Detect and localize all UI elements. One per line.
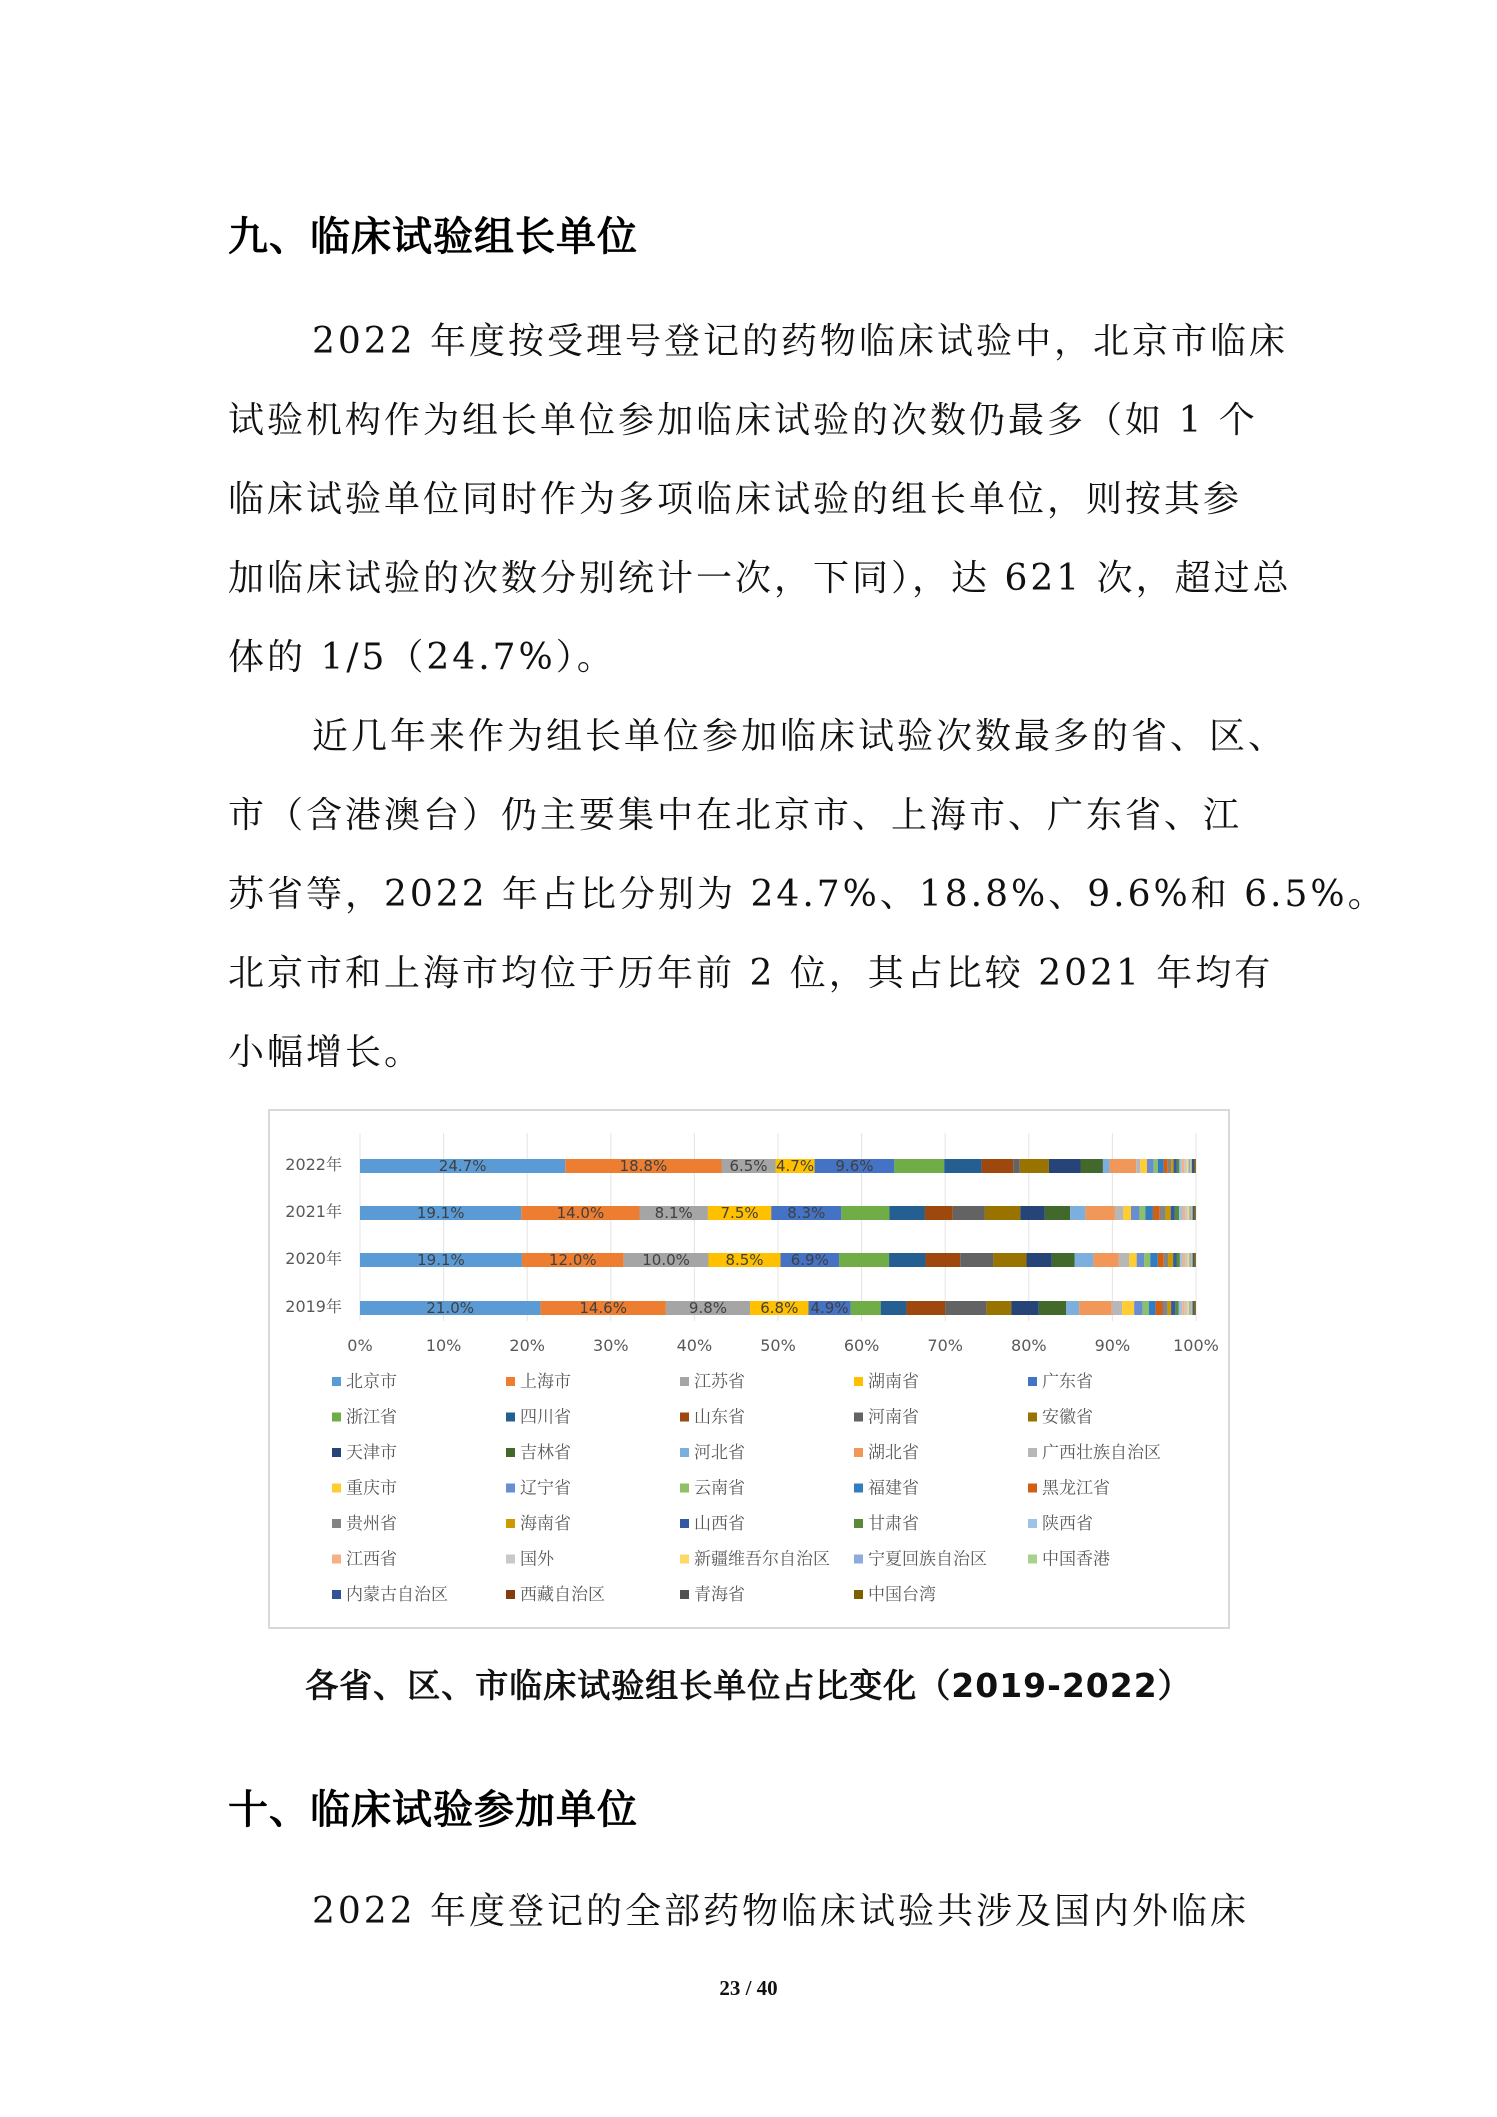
legend-label: 广西壮族自治区 — [1042, 1443, 1161, 1463]
paragraph-line: 试验机构作为组长单位参加临床试验的次数仍最多（如 1 个 — [228, 400, 1258, 441]
legend-swatch — [506, 1555, 515, 1564]
bar-segment — [1194, 1253, 1195, 1267]
legend-swatch — [1028, 1413, 1037, 1422]
paragraph-line: 苏省等，2022 年占比分别为 24.7%、18.8%、9.6%和 6.5%。 — [228, 874, 1387, 915]
bar-segment — [1188, 1206, 1190, 1220]
legend-swatch — [332, 1448, 341, 1457]
data-label: 10.0% — [642, 1251, 690, 1269]
legend-swatch — [680, 1413, 689, 1422]
legend-label: 黑龙江省 — [1042, 1478, 1110, 1499]
bar-segment — [1049, 1159, 1081, 1173]
legend-swatch — [1028, 1448, 1037, 1457]
legend-label: 天津市 — [346, 1443, 397, 1463]
bar-segment — [1134, 1301, 1143, 1315]
legend-label: 内蒙古自治区 — [346, 1585, 448, 1605]
paragraph-1 — [228, 302, 1292, 697]
bar-segment — [1143, 1301, 1149, 1315]
bar-segment — [1139, 1206, 1145, 1220]
legend-swatch — [854, 1484, 863, 1493]
bar-segment — [1193, 1253, 1194, 1267]
legend-swatch — [332, 1484, 341, 1493]
x-tick-label: 10% — [425, 1336, 462, 1355]
bar-segment — [1150, 1253, 1158, 1267]
legend-label: 吉林省 — [520, 1443, 571, 1463]
y-category-label: 2022年 — [285, 1155, 342, 1174]
x-tick-label: 80% — [1011, 1336, 1047, 1355]
bar-segment — [1145, 1206, 1153, 1220]
y-category-label: 2019年 — [285, 1297, 342, 1316]
legend-swatch — [506, 1448, 515, 1457]
bar-segment — [1179, 1159, 1181, 1173]
bar-segment — [1193, 1301, 1194, 1315]
bar-segment — [1171, 1206, 1175, 1220]
legend-label: 湖北省 — [868, 1443, 919, 1463]
legend-swatch — [506, 1413, 515, 1422]
data-label: 9.6% — [835, 1157, 874, 1175]
legend-label: 辽宁省 — [520, 1478, 571, 1499]
legend-swatch — [506, 1484, 515, 1493]
bar-segment — [960, 1253, 993, 1267]
legend-swatch — [680, 1555, 689, 1564]
bar-segment — [1158, 1253, 1164, 1267]
legend-label: 浙江省 — [346, 1407, 397, 1428]
paragraph-2 — [228, 697, 1387, 1092]
bar-segment — [1194, 1159, 1195, 1173]
bar-segment — [1085, 1206, 1115, 1220]
bar-segment — [1194, 1206, 1195, 1220]
bar-segment — [1193, 1206, 1194, 1220]
bar-segment — [1129, 1253, 1137, 1267]
bar-segment — [1160, 1206, 1166, 1220]
bar-segment — [1079, 1301, 1112, 1315]
bar-segment — [881, 1301, 907, 1315]
bar-segment — [894, 1159, 944, 1173]
bar-segment — [1182, 1206, 1185, 1220]
bar-segment — [1070, 1206, 1085, 1220]
data-label: 19.1% — [417, 1251, 465, 1269]
paragraph-line: 临床试验单位同时作为多项临床试验的组长单位，则按其参 — [228, 479, 1243, 520]
bar-segment — [1182, 1159, 1184, 1173]
legend-swatch — [680, 1377, 689, 1386]
bar-segment — [1154, 1159, 1158, 1173]
bar-segment — [906, 1301, 945, 1315]
data-label: 7.5% — [720, 1204, 759, 1222]
paragraph-line: 市（含港澳台）仍主要集中在北京市、上海市、广东省、江 — [228, 795, 1243, 836]
bar-segment — [1191, 1206, 1193, 1220]
legend-swatch — [1028, 1519, 1037, 1528]
bar-segment — [1176, 1253, 1179, 1267]
chart-caption: 各省、区、市临床试验组长单位占比变化（2019-2022） — [305, 1666, 1192, 1705]
legend-label: 中国香港 — [1042, 1549, 1110, 1570]
chart-canvas — [270, 1111, 1228, 1627]
bar-segment — [851, 1301, 881, 1315]
legend-label: 湖南省 — [868, 1372, 919, 1392]
x-tick-label: 60% — [843, 1336, 880, 1355]
legend-label: 西藏自治区 — [520, 1585, 605, 1605]
legend-swatch — [854, 1413, 863, 1422]
page-number: 23 / 40 — [719, 1976, 778, 2000]
bar-segment — [1162, 1301, 1167, 1315]
bar-segment — [1189, 1301, 1191, 1315]
legend-label: 江西省 — [346, 1549, 397, 1570]
data-label: 24.7% — [438, 1157, 487, 1175]
bar-segment — [1193, 1253, 1194, 1267]
data-label: 4.7% — [775, 1157, 815, 1175]
bar-segment — [1168, 1253, 1173, 1267]
bar-segment — [1052, 1253, 1075, 1267]
data-label: 12.0% — [548, 1251, 597, 1269]
bar-segment — [1177, 1159, 1179, 1173]
bar-segment — [985, 1206, 1020, 1220]
bar-segment — [1193, 1301, 1194, 1315]
legend-label: 贵州省 — [346, 1514, 397, 1534]
bar-segment — [1020, 1206, 1044, 1220]
bar-segment — [926, 1253, 961, 1267]
bar-segment — [1185, 1206, 1188, 1220]
paragraph-line: 小幅增长。 — [228, 1032, 424, 1073]
bar-segment — [1149, 1301, 1156, 1315]
bar-segment — [1013, 1159, 1020, 1173]
bar-segment — [1110, 1159, 1137, 1173]
legend-swatch — [1028, 1377, 1037, 1386]
x-tick-label: 40% — [676, 1336, 713, 1355]
bar-segment — [1115, 1206, 1123, 1220]
data-label: 14.0% — [556, 1204, 605, 1222]
legend-swatch — [680, 1448, 689, 1457]
section-heading-10: 十、临床试验参加单位 — [228, 1787, 638, 1833]
bar-segment — [1193, 1206, 1194, 1220]
section-heading-9: 九、临床试验组长单位 — [228, 214, 638, 260]
legend-swatch — [854, 1590, 863, 1599]
legend-swatch — [332, 1377, 341, 1386]
paragraph-line: 2022 年度按受理号登记的药物临床试验中，北京市临床 — [312, 321, 1289, 362]
bar-segment — [1187, 1301, 1189, 1315]
legend-swatch — [1028, 1484, 1037, 1493]
bar-segment — [1171, 1301, 1175, 1315]
legend-swatch — [332, 1555, 341, 1564]
bar-segment — [1187, 1159, 1189, 1173]
bar-segment — [993, 1253, 1026, 1267]
bar-segment — [1192, 1159, 1194, 1173]
bar-segment — [982, 1159, 1014, 1173]
legend-swatch — [332, 1413, 341, 1422]
bar-segment — [1190, 1159, 1192, 1173]
bar-segment — [1191, 1301, 1193, 1315]
bar-segment — [1194, 1159, 1195, 1173]
x-tick-label: 30% — [593, 1336, 629, 1355]
legend-swatch — [1028, 1555, 1037, 1564]
bar-segment — [1184, 1159, 1186, 1173]
legend-label: 云南省 — [694, 1478, 745, 1499]
bar-segment — [1164, 1253, 1168, 1267]
legend-label: 山西省 — [694, 1514, 745, 1534]
x-tick-label: 100% — [1173, 1336, 1219, 1355]
legend-label: 安徽省 — [1042, 1407, 1093, 1428]
legend-label: 四川省 — [520, 1407, 571, 1428]
bar-segment — [889, 1253, 925, 1267]
data-label: 14.6% — [579, 1299, 627, 1317]
paragraph-line: 近几年来作为组长单位参加临床试验次数最多的省、区、 — [312, 716, 1288, 757]
bar-segment — [1179, 1206, 1182, 1220]
bar-segment — [986, 1301, 1011, 1315]
bar-segment — [1185, 1253, 1188, 1267]
bar-segment — [1140, 1159, 1147, 1173]
bar-segment — [1103, 1159, 1110, 1173]
bar-segment — [1195, 1301, 1196, 1315]
bar-segment — [1112, 1301, 1122, 1315]
legend-label: 国外 — [520, 1549, 554, 1570]
legend-label: 中国台湾 — [868, 1585, 936, 1605]
legend-swatch — [854, 1448, 863, 1457]
bar-segment — [1144, 1253, 1150, 1267]
paragraph-line: 体的 1/5（24.7%）。 — [228, 637, 616, 678]
bar-segment — [1195, 1206, 1196, 1220]
bar-segment — [1189, 1159, 1191, 1173]
bar-segment — [1122, 1301, 1134, 1315]
legend-swatch — [506, 1377, 515, 1386]
bar-segment — [925, 1206, 953, 1220]
bar-segment — [1175, 1206, 1179, 1220]
bar-segment — [1039, 1301, 1066, 1315]
data-label: 8.1% — [654, 1204, 693, 1222]
bar-segment — [1195, 1159, 1196, 1173]
data-label: 6.5% — [729, 1157, 768, 1175]
x-tick-label: 50% — [760, 1336, 796, 1355]
bar-segment — [1147, 1159, 1154, 1173]
legend-swatch — [854, 1377, 863, 1386]
legend-label: 海南省 — [520, 1514, 571, 1534]
legend-label: 宁夏回族自治区 — [868, 1549, 987, 1570]
bar-segment — [1191, 1253, 1193, 1267]
legend-label: 北京市 — [346, 1372, 397, 1392]
bar-segment — [1174, 1159, 1177, 1173]
legend-label: 广东省 — [1042, 1372, 1093, 1392]
bar-segment — [1119, 1253, 1129, 1267]
bar-segment — [1189, 1253, 1191, 1267]
legend-swatch — [680, 1519, 689, 1528]
legend-label: 河南省 — [868, 1407, 919, 1428]
stacked-bar-chart — [268, 1109, 1230, 1629]
bar-segment — [1168, 1159, 1171, 1173]
legend-label: 上海市 — [520, 1372, 571, 1392]
bar-segment — [1194, 1301, 1195, 1315]
bar-segment — [1180, 1253, 1183, 1267]
legend-label: 福建省 — [868, 1478, 919, 1499]
x-tick-label: 70% — [927, 1336, 963, 1355]
bar-segment — [1093, 1253, 1118, 1267]
data-label: 9.8% — [688, 1299, 728, 1317]
legend-label: 重庆市 — [346, 1478, 397, 1499]
legend-label: 山东省 — [694, 1407, 745, 1428]
legend-label: 新疆维吾尔自治区 — [694, 1549, 830, 1570]
bar-segment — [1066, 1301, 1079, 1315]
legend-swatch — [506, 1590, 515, 1599]
y-category-label: 2021年 — [285, 1202, 342, 1221]
bar-segment — [1045, 1206, 1070, 1220]
bar-segment — [1131, 1206, 1139, 1220]
bar-segment — [1156, 1301, 1163, 1315]
paragraph-line: 加临床试验的次数分别统计一次，下同），达 621 次，超过总 — [228, 558, 1292, 599]
bar-segment — [1123, 1206, 1131, 1220]
bar-segment — [1164, 1159, 1168, 1173]
x-tick-label: 20% — [509, 1336, 545, 1355]
data-label: 4.9% — [810, 1299, 849, 1317]
bar-segment — [1136, 1159, 1140, 1173]
legend-label: 河北省 — [694, 1443, 745, 1463]
bar-segment — [1166, 1206, 1171, 1220]
data-label: 6.9% — [790, 1251, 829, 1269]
legend-swatch — [680, 1590, 689, 1599]
legend-swatch — [332, 1590, 341, 1599]
bar-segment — [841, 1206, 889, 1220]
paragraph-line: 北京市和上海市均位于历年前 2 位，其占比较 2021 年均有 — [228, 953, 1274, 994]
data-label: 8.3% — [787, 1204, 826, 1222]
bar-segment — [1153, 1206, 1160, 1220]
y-category-label: 2020年 — [285, 1249, 342, 1268]
bar-segment — [1026, 1253, 1051, 1267]
bar-segment — [1173, 1253, 1176, 1267]
bar-segment — [1189, 1206, 1191, 1220]
bar-segment — [1080, 1159, 1102, 1173]
bar-segment — [944, 1159, 981, 1173]
bar-segment — [1020, 1159, 1049, 1173]
bar-segment — [1188, 1253, 1190, 1267]
legend-swatch — [506, 1519, 515, 1528]
bar-segment — [1175, 1301, 1178, 1315]
data-label: 6.8% — [760, 1299, 799, 1317]
bar-segment — [1158, 1159, 1164, 1173]
bar-segment — [839, 1253, 889, 1267]
paragraph-line: 2022 年度登记的全部药物临床试验共涉及国内外临床 — [312, 1891, 1250, 1932]
legend-swatch — [332, 1519, 341, 1528]
bar-segment — [1171, 1159, 1173, 1173]
legend-label: 陕西省 — [1042, 1514, 1093, 1534]
data-label: 18.8% — [619, 1157, 668, 1175]
bar-segment — [1195, 1253, 1196, 1267]
bar-segment — [1011, 1301, 1038, 1315]
bar-segment — [1075, 1253, 1094, 1267]
bar-segment — [1182, 1253, 1185, 1267]
bar-segment — [1182, 1301, 1185, 1315]
bar-segment — [1168, 1301, 1171, 1315]
bar-segment — [889, 1206, 924, 1220]
bar-segment — [1179, 1301, 1182, 1315]
data-label: 19.1% — [416, 1204, 465, 1222]
legend-swatch — [854, 1519, 863, 1528]
legend-label: 甘肃省 — [868, 1514, 919, 1534]
legend-swatch — [854, 1555, 863, 1564]
legend-label: 江苏省 — [694, 1372, 745, 1392]
bar-segment — [1185, 1301, 1188, 1315]
x-tick-label: 0% — [347, 1336, 373, 1355]
legend-swatch — [680, 1484, 689, 1493]
data-label: 21.0% — [426, 1299, 475, 1317]
legend-label: 青海省 — [694, 1585, 745, 1605]
bar-segment — [1137, 1253, 1145, 1267]
x-tick-label: 90% — [1094, 1336, 1131, 1355]
data-label: 8.5% — [725, 1251, 764, 1269]
paragraph-3 — [228, 1872, 1278, 1951]
bar-segment — [945, 1301, 986, 1315]
bar-segment — [953, 1206, 985, 1220]
